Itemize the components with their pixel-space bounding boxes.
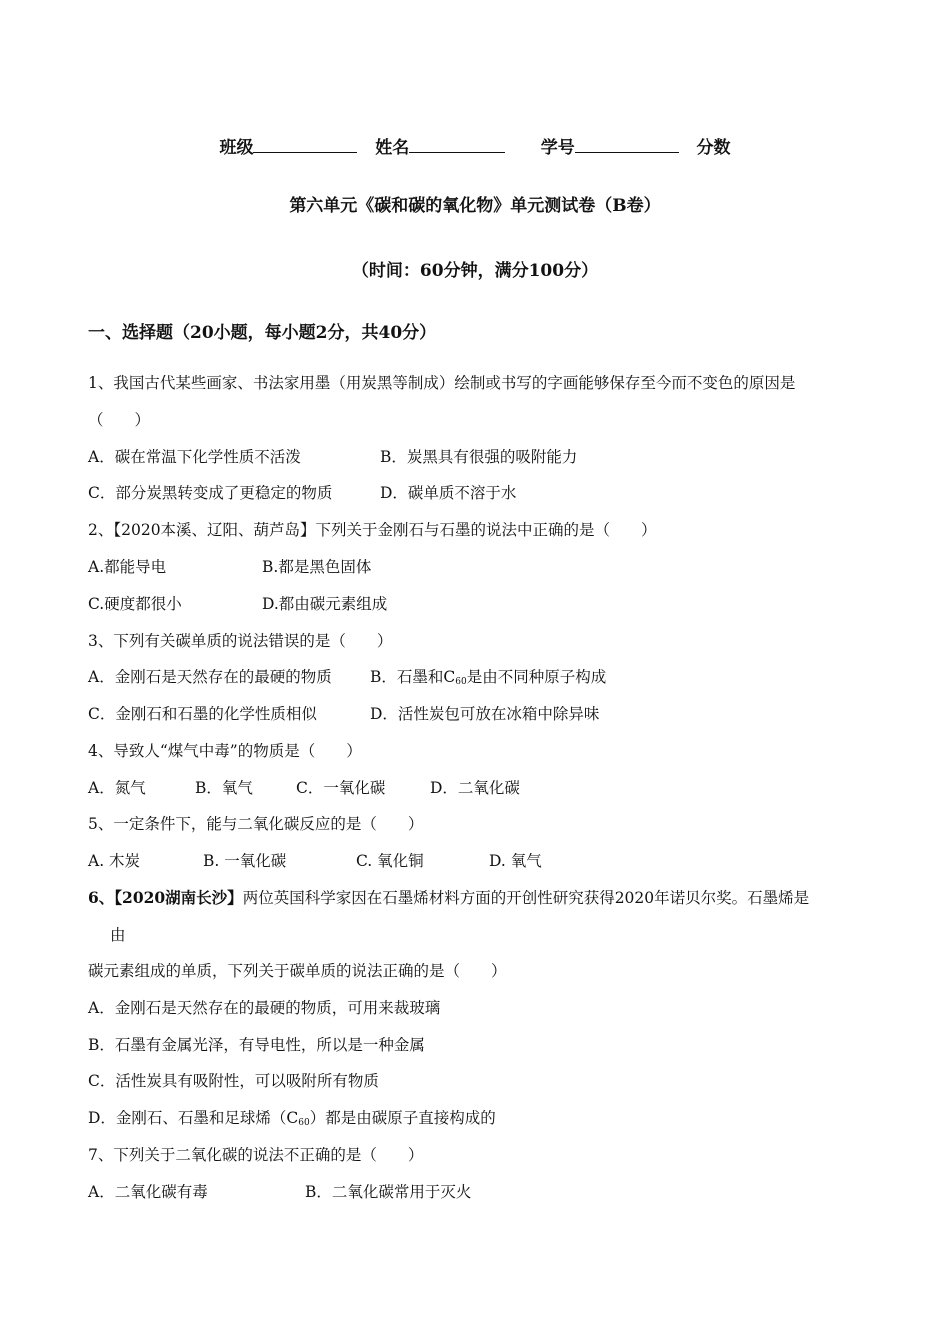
q3-option-b-post: 是由不同种原子构成 bbox=[466, 668, 607, 686]
q4-option-b: B．氧气 bbox=[195, 779, 253, 797]
q3-option-d: D．活性炭包可放在冰箱中除异味 bbox=[370, 705, 600, 723]
q4-option-c: C．一氧化碳 bbox=[296, 779, 386, 797]
exam-title: 第六单元《碳和碳的氧化物》单元测试卷（B卷） bbox=[289, 196, 661, 216]
q3-stem: 3、下列有关碳单质的说法错误的是（ ） bbox=[88, 632, 393, 650]
q2-option-a: A.都能导电 bbox=[88, 558, 167, 576]
q7-stem: 7、下列关于二氧化碳的说法不正确的是（ ） bbox=[88, 1146, 424, 1164]
q7-option-b: B．二氧化碳常用于灭火 bbox=[305, 1183, 472, 1201]
q6-number: 6、 bbox=[88, 888, 115, 907]
q4-stem: 4、导致人“煤气中毒”的物质是（ ） bbox=[88, 742, 362, 760]
q3-option-c: C．金刚石和石墨的化学性质相似 bbox=[88, 705, 317, 723]
q5-option-b: B. 一氧化碳 bbox=[203, 852, 287, 870]
q3-option-b bbox=[370, 667, 606, 692]
q2-option-b: B.都是黑色固体 bbox=[262, 558, 372, 576]
q2-stem: 2、【2020本溪、辽阳、葫芦岛】下列关于金刚石与石墨的说法中正确的是（ ） bbox=[88, 521, 657, 539]
q6-option-d-pre: D．金刚石、石墨和足球烯（C bbox=[88, 1109, 299, 1127]
name-label: 姓名 bbox=[375, 138, 410, 158]
q6-option-d-post: ）都是由碳原子直接构成的 bbox=[309, 1109, 496, 1127]
student-info-row bbox=[0, 133, 950, 158]
q1-option-d: D．碳单质不溶于水 bbox=[380, 484, 517, 502]
class-label: 班级 bbox=[219, 138, 254, 158]
q1-paren: （ ） bbox=[88, 411, 151, 429]
q4-option-d: D．二氧化碳 bbox=[430, 779, 520, 797]
q2-option-c: C.硬度都很小 bbox=[88, 595, 182, 613]
q3-option-b-pre: B．石墨和C bbox=[370, 668, 456, 686]
number-label: 学号 bbox=[540, 138, 575, 158]
q5-stem: 5、一定条件下，能与二氧化碳反应的是（ ） bbox=[88, 815, 424, 833]
q1-option-b: B．炭黑具有很强的吸附能力 bbox=[380, 448, 578, 466]
q5-option-c: C. 氧化铜 bbox=[356, 852, 424, 870]
class-blank bbox=[253, 138, 357, 153]
q6-option-a: A．金刚石是天然存在的最硬的物质，可用来裁玻璃 bbox=[88, 999, 441, 1017]
q1-stem: 1、我国古代某些画家、书法家用墨（用炭黑等制成）绘制或书写的字画能够保存至今而不变色的原因是 bbox=[88, 374, 796, 392]
q6-stem-text: 两位英国科学家因在石墨烯材料方面的开创性研究获得2020年诺贝尔奖。石墨烯是 bbox=[242, 889, 810, 907]
q2-option-d: D.都由碳元素组成 bbox=[262, 595, 388, 613]
q5-option-a: A. 木炭 bbox=[88, 852, 141, 870]
q5-option-d: D. 氧气 bbox=[489, 852, 542, 870]
q3-option-b-sub: 60 bbox=[455, 677, 467, 687]
q1-option-c: C．部分炭黑转变成了更稳定的物质 bbox=[88, 484, 333, 502]
number-blank bbox=[575, 138, 679, 153]
time-note: （时间：60分钟，满分100分） bbox=[351, 261, 599, 281]
q6-option-d bbox=[88, 1108, 496, 1133]
q6-stem-continued: 由 bbox=[110, 926, 126, 944]
q3-option-a: A．金刚石是天然存在的最硬的物质 bbox=[88, 668, 332, 686]
section-heading: 一、选择题（20小题，每小题2分，共40分） bbox=[88, 323, 437, 343]
q7-option-a: A．二氧化碳有毒 bbox=[88, 1183, 208, 1201]
q6-stem bbox=[88, 888, 809, 908]
q6-stem-line2: 碳元素组成的单质，下列关于碳单质的说法正确的是（ ） bbox=[88, 962, 507, 980]
q4-option-a: A．氮气 bbox=[88, 779, 146, 797]
q6-option-c: C．活性炭具有吸附性，可以吸附所有物质 bbox=[88, 1072, 379, 1090]
score-label: 分数 bbox=[696, 138, 731, 158]
q6-source-tag: 【2020湖南长沙】 bbox=[114, 888, 243, 907]
q6-option-b: B．石墨有金属光泽，有导电性，所以是一种金属 bbox=[88, 1036, 425, 1054]
q6-option-d-sub: 60 bbox=[298, 1118, 310, 1128]
name-blank bbox=[409, 138, 505, 153]
q1-option-a: A．碳在常温下化学性质不活泼 bbox=[88, 448, 301, 466]
